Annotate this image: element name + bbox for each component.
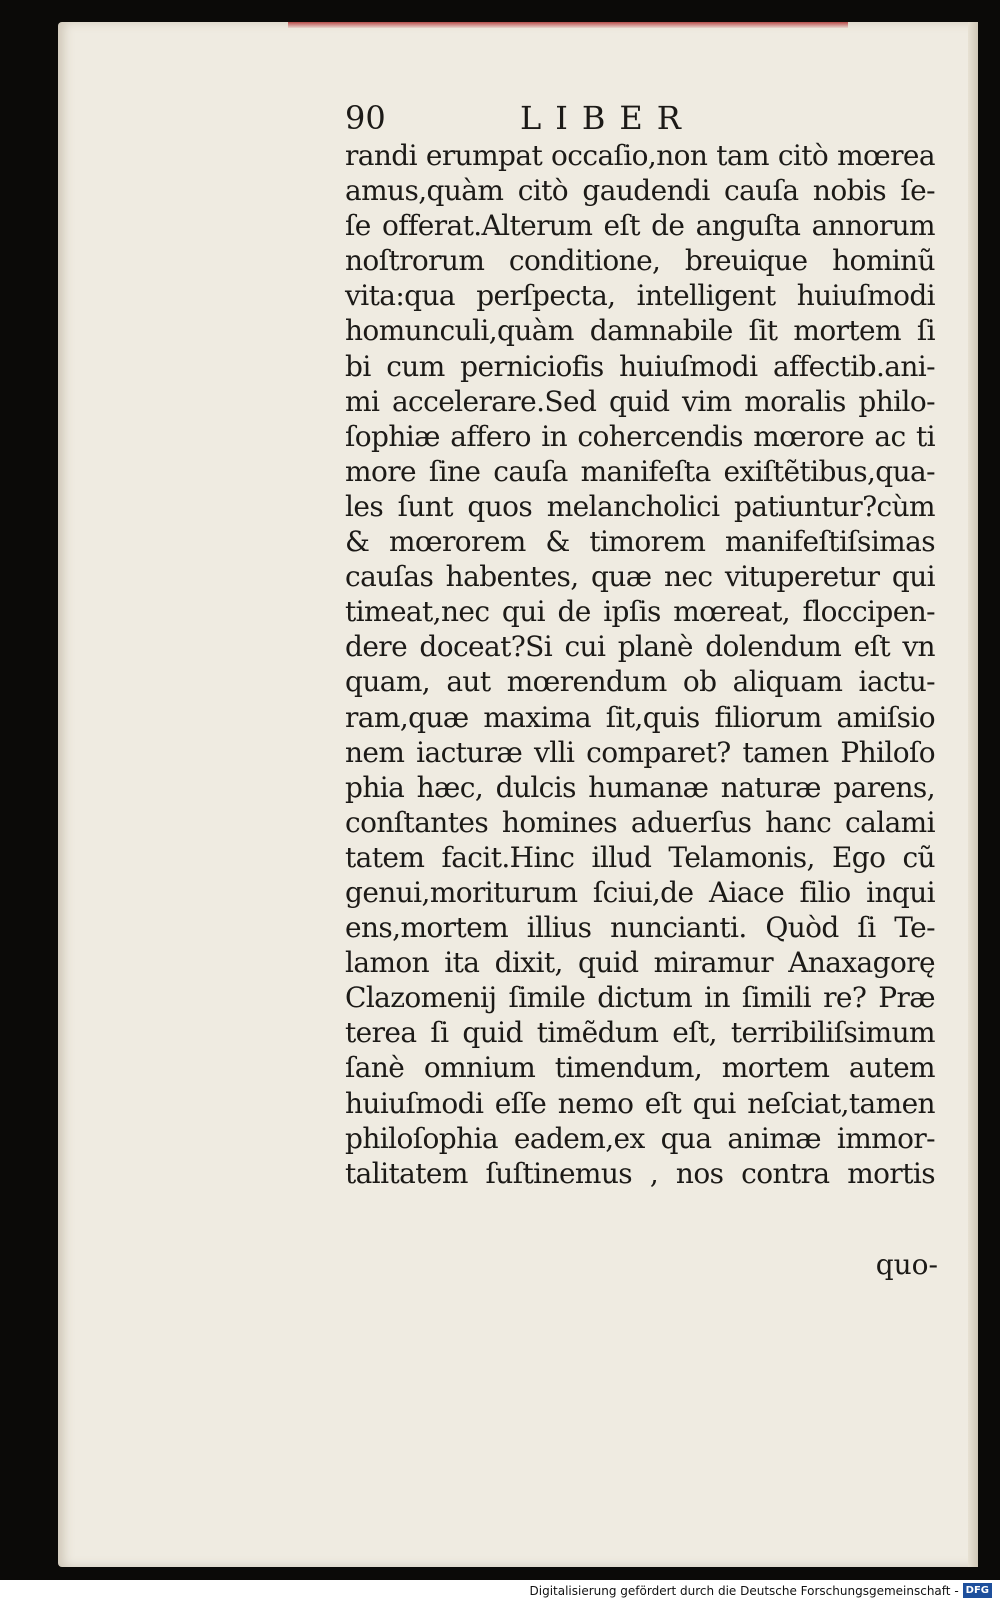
running-head [345, 98, 945, 138]
text-line: terea ſi quid timẽdum eſt, terribiliſsimum [345, 1016, 935, 1050]
text-line: tatem facit.Hinc illud Telamonis, Ego cũ [345, 840, 935, 874]
text-line: lamon ita dixit, quid miramur Anaxagorę [345, 946, 935, 980]
page-edge-right [968, 22, 978, 1567]
text-line: huiuſmodi eſſe nemo eſt qui neſciat,tamen [345, 1086, 935, 1120]
text-line: amus,quàm citò gaudendi cauſa nobis ſe- [345, 174, 935, 208]
text-line: les ſunt quos melancholici patiuntur?cùm [345, 489, 935, 523]
text-line: Clazomenij ſimile dictum in ſimili re? Præ [345, 981, 935, 1015]
text-line: dere doceat?Si cui planè dolendum eſt vn [345, 630, 935, 664]
text-line: mi accelerare.Sed quid vim moralis philo- [345, 384, 935, 418]
text-line: vita:qua perſpecta, intelligent huiuſmodi [345, 279, 935, 313]
text-line: timeat,nec qui de ipſis mœreat, floccipen- [345, 595, 935, 629]
text-line: cauſas habentes, quæ nec vituperetur qui [345, 560, 935, 594]
text-line: ram,quæ maxima ſit,quis filiorum amiſsio [345, 700, 935, 734]
text-line: & mœrorem & timorem manifeſtiſsimas [345, 525, 935, 559]
text-line: ſophiæ affero in cohercendis mœrore ac ti [345, 419, 935, 453]
text-line: randi erumpat occaſio,non tam citò mœrea [345, 139, 935, 172]
text-line: conſtantes homines aduerſus hanc calami [345, 805, 935, 839]
body-text [345, 138, 945, 1191]
credit-text: Digitalisierung gefördert durch die Deutsche Forschungsgemeinschaft - [529, 1583, 959, 1598]
text-line: noſtrorum conditione, breuique hominũ [345, 244, 935, 278]
text-line: ſanè omnium timendum, mortem autem [345, 1051, 935, 1085]
page-edge-top [288, 22, 848, 28]
running-title: LIBER [520, 99, 695, 137]
text-line: ſe offerat.Alterum eſt de anguſta annorum [345, 209, 935, 243]
digitization-credit [530, 1583, 993, 1598]
page-number: 90 [345, 99, 386, 137]
text-line: nem iacturæ vlli comparet? tamen Philoſo [345, 735, 935, 769]
text-line: more ſine cauſa manifeſta exiſtẽtibus,qua- [345, 454, 935, 488]
text-line: genui,moriturum ſciui,de Aiace filio inqui [345, 875, 935, 909]
dfg-logo: DFG [963, 1583, 992, 1598]
text-line: philoſophia eadem,ex qua animæ immor- [345, 1121, 935, 1155]
text-block [345, 98, 945, 1191]
text-line: ens,mortem illius nuncianti. Quòd ſi Te- [345, 911, 935, 945]
catchword: quo- [875, 1248, 938, 1281]
text-line: phia hæc, dulcis humanæ naturæ parens, [345, 770, 935, 804]
text-line: bi cum perniciofis huiuſmodi affectib.ani- [345, 349, 935, 383]
text-line: quam, aut mœrendum ob aliquam iactu- [345, 665, 935, 699]
text-line: talitatem ſuſtinemus , nos contra mortis [345, 1156, 935, 1190]
text-line: homunculi,quàm damnabile ſit mortem ſi [345, 314, 935, 348]
